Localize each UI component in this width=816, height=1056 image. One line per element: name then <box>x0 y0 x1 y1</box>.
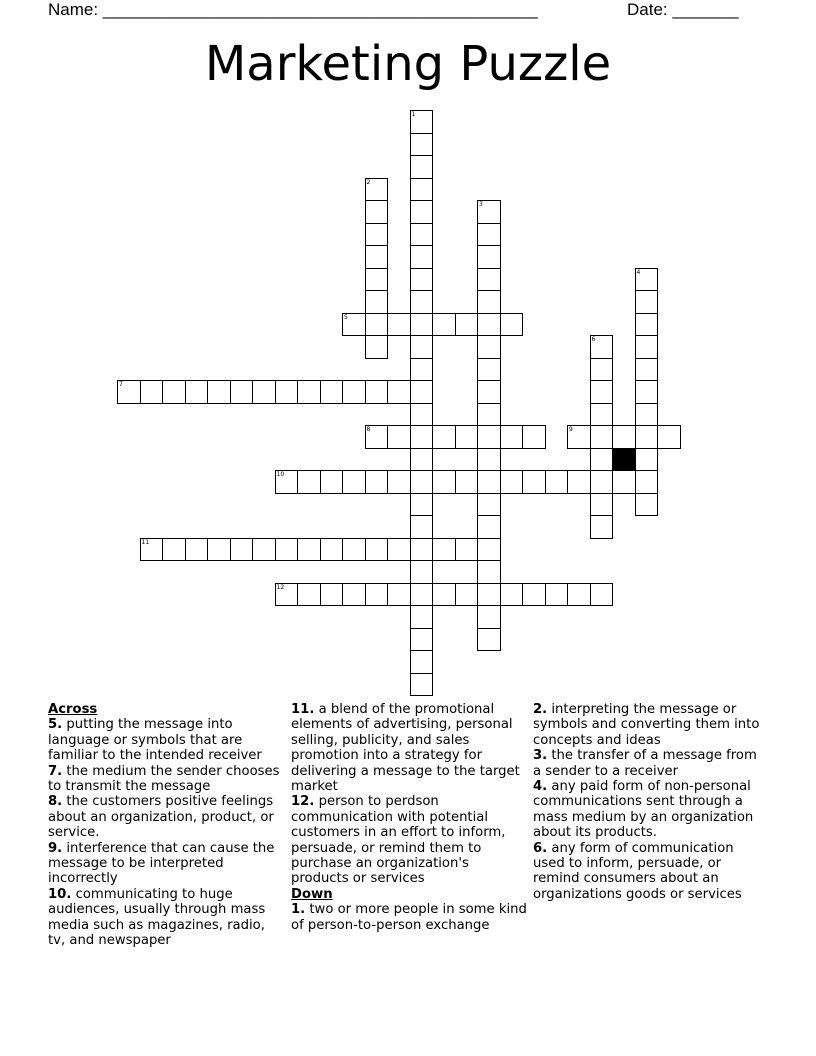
clue-down-1: 1. two or more people in some kind of person-to-person exchange <box>291 902 527 933</box>
grid-cell[interactable] <box>477 403 501 427</box>
grid-cell[interactable] <box>522 470 546 494</box>
grid-cell[interactable] <box>500 313 524 337</box>
down-heading: Down <box>291 886 333 902</box>
grid-block <box>612 448 636 472</box>
grid-cell[interactable] <box>432 425 456 449</box>
grid-cell[interactable] <box>432 470 456 494</box>
grid-cell[interactable] <box>207 380 231 404</box>
grid-cell[interactable] <box>230 538 254 562</box>
clue-number: 11 <box>141 538 150 546</box>
clue-number: 1 <box>411 111 416 118</box>
grid-cell[interactable] <box>365 583 389 607</box>
grid-cell[interactable] <box>275 538 299 562</box>
grid-cell[interactable] <box>387 313 411 337</box>
name-field: Name: ______________________________________________ <box>48 0 538 19</box>
grid-cell[interactable] <box>432 313 456 337</box>
clue-number: 3 <box>479 201 483 208</box>
grid-cell[interactable] <box>410 650 434 674</box>
date-field: Date: _______ <box>627 0 739 19</box>
grid-cell[interactable] <box>410 290 434 314</box>
grid-cell[interactable] <box>477 358 501 382</box>
grid-cell[interactable] <box>252 538 276 562</box>
clue-number: 6 <box>591 336 596 343</box>
grid-cell[interactable] <box>635 493 659 517</box>
clue-down-3: 3. the transfer of a message from a sender to a receiver <box>533 748 757 779</box>
grid-cell[interactable] <box>365 335 389 359</box>
grid-cell[interactable] <box>365 268 389 292</box>
grid-cell[interactable] <box>590 515 614 539</box>
grid-cell[interactable] <box>365 470 389 494</box>
grid-cell[interactable] <box>590 380 614 404</box>
grid-cell[interactable] <box>410 448 434 472</box>
grid-cell[interactable] <box>252 380 276 404</box>
grid-cell[interactable] <box>432 538 456 562</box>
grid-cell[interactable] <box>590 358 614 382</box>
grid-cell[interactable] <box>365 313 389 337</box>
grid-cell[interactable] <box>275 583 299 607</box>
grid-cell[interactable] <box>342 470 366 494</box>
grid-cell[interactable] <box>635 290 659 314</box>
grid-cell[interactable] <box>455 425 479 449</box>
grid-cell[interactable] <box>365 290 389 314</box>
grid-cell[interactable] <box>387 380 411 404</box>
grid-cell[interactable] <box>185 380 209 404</box>
grid-cell[interactable] <box>140 380 164 404</box>
grid-cell[interactable] <box>477 290 501 314</box>
grid-cell[interactable] <box>365 380 389 404</box>
grid-cell[interactable] <box>365 538 389 562</box>
grid-cell[interactable] <box>410 605 434 629</box>
grid-cell[interactable] <box>275 380 299 404</box>
clue-number: 10 <box>276 471 285 478</box>
grid-cell[interactable] <box>477 268 501 292</box>
grid-cell[interactable] <box>365 178 389 202</box>
grid-cell[interactable] <box>635 380 659 404</box>
grid-cell[interactable] <box>320 538 344 562</box>
grid-cell[interactable] <box>567 425 591 449</box>
grid-cell[interactable] <box>162 538 186 562</box>
grid-cell[interactable] <box>410 178 434 202</box>
grid-cell[interactable] <box>455 313 479 337</box>
grid-cell[interactable] <box>477 245 501 269</box>
grid-cell[interactable] <box>410 560 434 584</box>
clue-across-5: 5. putting the message into language or symbols that are familiar to the intended receiver <box>48 717 262 764</box>
clue-number: 5 <box>344 313 348 321</box>
grid-cell[interactable] <box>545 583 569 607</box>
grid-cell[interactable] <box>410 673 434 697</box>
grid-cell[interactable] <box>185 538 209 562</box>
grid-cell[interactable] <box>477 493 501 517</box>
grid-cell[interactable] <box>522 425 546 449</box>
clue-number: 9 <box>569 426 573 433</box>
grid-cell[interactable] <box>590 583 614 607</box>
grid-cell[interactable] <box>140 538 164 562</box>
grid-cell[interactable] <box>612 425 636 449</box>
clue-down-4: 4. any paid form of non-personal communications sent through a mass medium by an organization about its products. <box>533 779 754 841</box>
grid-cell[interactable] <box>567 470 591 494</box>
grid-cell[interactable] <box>410 155 434 179</box>
grid-cell[interactable] <box>410 470 434 494</box>
grid-cell[interactable] <box>410 245 434 269</box>
grid-cell[interactable] <box>477 583 501 607</box>
grid-cell[interactable] <box>342 313 366 337</box>
clue-across-11: 11. a blend of the promotional elements of advertising, personal selling, publicity, and sales promotion into a strategy for delivering a message to the target market <box>291 702 520 795</box>
grid-cell[interactable] <box>365 245 389 269</box>
grid-cell[interactable] <box>477 200 501 224</box>
grid-cell[interactable] <box>342 538 366 562</box>
grid-cell[interactable] <box>320 380 344 404</box>
grid-cell[interactable] <box>342 583 366 607</box>
grid-cell[interactable] <box>297 380 321 404</box>
clue-number: 7 <box>119 381 123 388</box>
grid-cell[interactable] <box>567 583 591 607</box>
grid-cell[interactable] <box>500 425 524 449</box>
clue-down-2: 2. interpreting the message or symbols and converting them into concepts and ideas <box>533 702 760 748</box>
grid-cell[interactable] <box>410 403 434 427</box>
grid-cell[interactable] <box>477 560 501 584</box>
grid-cell[interactable] <box>635 470 659 494</box>
grid-cell[interactable] <box>410 335 434 359</box>
grid-cell[interactable] <box>432 583 456 607</box>
grid-cell[interactable] <box>207 538 231 562</box>
grid-cell[interactable] <box>477 425 501 449</box>
grid-cell[interactable] <box>410 538 434 562</box>
clue-number: 4 <box>636 268 641 276</box>
clue-number: 2 <box>366 178 371 186</box>
grid-cell[interactable] <box>477 515 501 539</box>
grid-cell[interactable] <box>477 470 501 494</box>
grid-cell[interactable] <box>590 470 614 494</box>
clue-across-12: 12. person to perdson communication with potential customers in an effort to inform, persuade, or remind them to purchase an organization's products or services <box>291 794 506 887</box>
grid-cell[interactable] <box>365 200 389 224</box>
grid-cell[interactable] <box>477 605 501 629</box>
clue-across-7: 7. the medium the sender chooses to transmit the message <box>48 763 280 795</box>
grid-cell[interactable] <box>387 425 411 449</box>
grid-cell[interactable] <box>635 268 659 292</box>
grid-cell[interactable] <box>297 583 321 607</box>
grid-cell[interactable] <box>297 470 321 494</box>
grid-cell[interactable] <box>410 493 434 517</box>
grid-cell[interactable] <box>477 380 501 404</box>
grid-cell[interactable] <box>590 335 614 359</box>
grid-cell[interactable] <box>477 538 501 562</box>
grid-cell[interactable] <box>500 583 524 607</box>
grid-cell[interactable] <box>590 493 614 517</box>
grid-cell[interactable] <box>410 313 434 337</box>
grid-cell[interactable] <box>320 583 344 607</box>
grid-cell[interactable] <box>410 110 434 134</box>
grid-cell[interactable] <box>657 425 681 449</box>
grid-cell[interactable] <box>455 583 479 607</box>
grid-cell[interactable] <box>590 448 614 472</box>
grid-cell[interactable] <box>635 403 659 427</box>
grid-cell[interactable] <box>410 133 434 157</box>
clue-number: 8 <box>366 426 371 433</box>
grid-cell[interactable] <box>455 538 479 562</box>
grid-cell[interactable] <box>410 380 434 404</box>
grid-cell[interactable] <box>387 538 411 562</box>
grid-cell[interactable] <box>455 470 479 494</box>
grid-cell[interactable] <box>500 470 524 494</box>
grid-cell[interactable] <box>320 470 344 494</box>
clue-number: 12 <box>276 583 285 591</box>
grid-cell[interactable] <box>410 223 434 247</box>
grid-cell[interactable] <box>635 335 659 359</box>
grid-cell[interactable] <box>635 425 659 449</box>
grid-cell[interactable] <box>410 200 434 224</box>
grid-cell[interactable] <box>522 583 546 607</box>
grid-cell[interactable] <box>477 223 501 247</box>
grid-cell[interactable] <box>477 313 501 337</box>
grid-cell[interactable] <box>545 470 569 494</box>
grid-cell[interactable] <box>117 380 141 404</box>
clues-column-2 <box>291 702 527 933</box>
clue-across-8: 8. the customers positive feelings about an organization, product, or service. <box>48 794 274 841</box>
grid-cell[interactable] <box>410 583 434 607</box>
grid-cell[interactable] <box>410 515 434 539</box>
grid-cell[interactable] <box>230 380 254 404</box>
grid-cell[interactable] <box>342 380 366 404</box>
grid-cell[interactable] <box>477 335 501 359</box>
grid-cell[interactable] <box>297 538 321 562</box>
grid-cell[interactable] <box>477 628 501 652</box>
clues-column-3 <box>533 702 769 902</box>
grid-cell[interactable] <box>410 358 434 382</box>
clue-down-6: 6. any form of communication used to inform, persuade, or remind consumers about an organizations goods or services <box>533 840 742 902</box>
clue-across-10: 10. communicating to huge audiences, usually through mass media such as magazines, radio, tv, and newspaper <box>48 886 266 949</box>
grid-cell[interactable] <box>635 358 659 382</box>
grid-cell[interactable] <box>477 448 501 472</box>
grid-cell[interactable] <box>612 470 636 494</box>
across-heading: Across <box>48 702 98 717</box>
clue-across-9: 9. interference that can cause the message to be interpreted incorrectly <box>48 840 275 887</box>
grid-cell[interactable] <box>410 628 434 652</box>
grid-cell[interactable] <box>590 425 614 449</box>
grid-cell[interactable] <box>635 313 659 337</box>
grid-cell[interactable] <box>635 448 659 472</box>
grid-cell[interactable] <box>365 425 389 449</box>
grid-cell[interactable] <box>275 470 299 494</box>
clues-column-1 <box>48 702 284 949</box>
grid-cell[interactable] <box>410 425 434 449</box>
grid-cell[interactable] <box>387 583 411 607</box>
grid-cell[interactable] <box>590 403 614 427</box>
grid-cell[interactable] <box>387 470 411 494</box>
grid-cell[interactable] <box>162 380 186 404</box>
grid-cell[interactable] <box>365 223 389 247</box>
page-title: Marketing Puzzle <box>204 36 612 92</box>
grid-cell[interactable] <box>410 268 434 292</box>
